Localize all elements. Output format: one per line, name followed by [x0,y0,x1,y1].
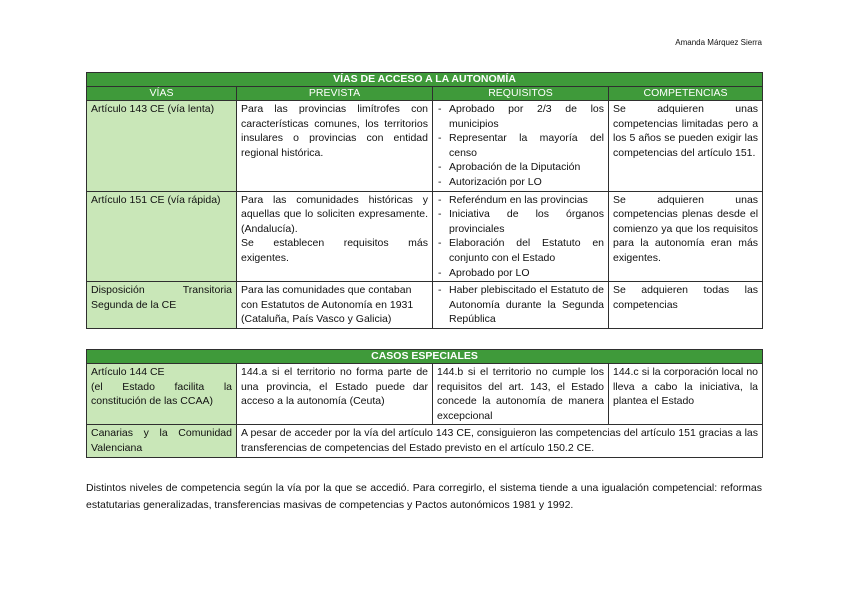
table-title: VÍAS DE ACCESO A LA AUTONOMÍA [87,73,763,87]
access-routes-table [86,72,763,329]
prevista-cell: Para las comunidades que contaban con Estatutos de Autonomía en 1931 (Cataluña, País Vasco y Galicia) [237,282,433,329]
requisitos-cell [433,191,609,282]
author-name: Amanda Márquez Sierra [675,38,762,47]
list-item: - Iniciativa de los órganos provinciales [437,207,604,236]
table-row [87,191,763,282]
header-requisitos: REQUISITOS [433,87,609,101]
summary-paragraph: Distintos niveles de competencia según la vía por la que se accedió. Para corregirlo, el sistema tiende a una igualación competencial: reformas estatutarias generalizadas, transferencias masivas de competencias y Pactos autonómicos 1981 y 1992. [86,482,762,511]
header-vias: VÍAS [87,87,237,101]
case-cell: 144.c si la corporación local no lleva a cabo la iniciativa, la plantea el Estado [609,364,763,425]
prevista-cell [237,191,433,282]
via-cell [87,364,237,425]
competencias-cell: Se adquieren unas competencias plenas desde el comienzo ya que los requisitos para la autonomía eran más exigentes. [609,191,763,282]
case-cell: 144.b si el territorio no cumple los requisitos del art. 143, el Estado concede la autonomía de manera excepcional [433,364,609,425]
list-item: - Elaboración del Estatuto en conjunto con el Estado [437,236,604,265]
case-cell: A pesar de acceder por la vía del artículo 143 CE, consiguieron las competencias del artículo 151 gracias a las transferencias de competencias del Estado previsto en el artículo 150.2 CE. [237,425,763,457]
requisitos-cell [433,101,609,192]
table-title: CASOS ESPECIALES [87,350,763,364]
case-cell: 144.a si el territorio no forma parte de una provincia, el Estado puede dar acceso a la autonomía (Ceuta) [237,364,433,425]
prevista-cell: Para las provincias limítrofes con características comunes, los territorios insulares o provincias con entidad regional histórica. [237,101,433,192]
competencias-cell: Se adquieren todas las competencias [609,282,763,329]
list-item: - Representar la mayoría del censo [437,131,604,160]
table-row [87,101,763,192]
header-prevista: PREVISTA [237,87,433,101]
table-row [87,282,763,329]
via-cell: Disposición Transitoria Segunda de la CE [87,282,237,329]
via-text: Artículo 144 CE [91,366,165,378]
requisitos-cell [433,282,609,329]
table-row [87,364,763,425]
list-item: - Aprobado por LO [437,266,604,281]
list-item: - Aprobación de la Diputación [437,160,604,175]
prevista-text: Para las comunidades históricas y aquellas que lo soliciten expresamente. (Andalucía). [241,193,428,235]
header-competencias: COMPETENCIAS [609,87,763,101]
via-text: (el Estado facilita la constitución de las CCAA) [91,380,232,408]
list-item: - Autorización por LO [437,175,604,190]
list-item: - Aprobado por 2/3 de los municipios [437,102,604,131]
list-item: - Referéndum en las provincias [437,193,604,208]
competencias-cell: Se adquieren unas competencias limitadas pero a los 5 años se pueden exigir las competencias del artículo 151. [609,101,763,192]
via-cell: Artículo 143 CE (vía lenta) [87,101,237,192]
special-cases-table [86,349,763,458]
list-item: - Haber plebiscitado el Estatuto de Autonomía durante la Segunda República [437,283,604,327]
table-row [87,425,763,457]
via-cell: Canarias y la Comunidad Valenciana [87,425,237,457]
prevista-text: Se establecen requisitos más exigentes. [241,237,428,264]
via-cell: Artículo 151 CE (vía rápida) [87,191,237,282]
